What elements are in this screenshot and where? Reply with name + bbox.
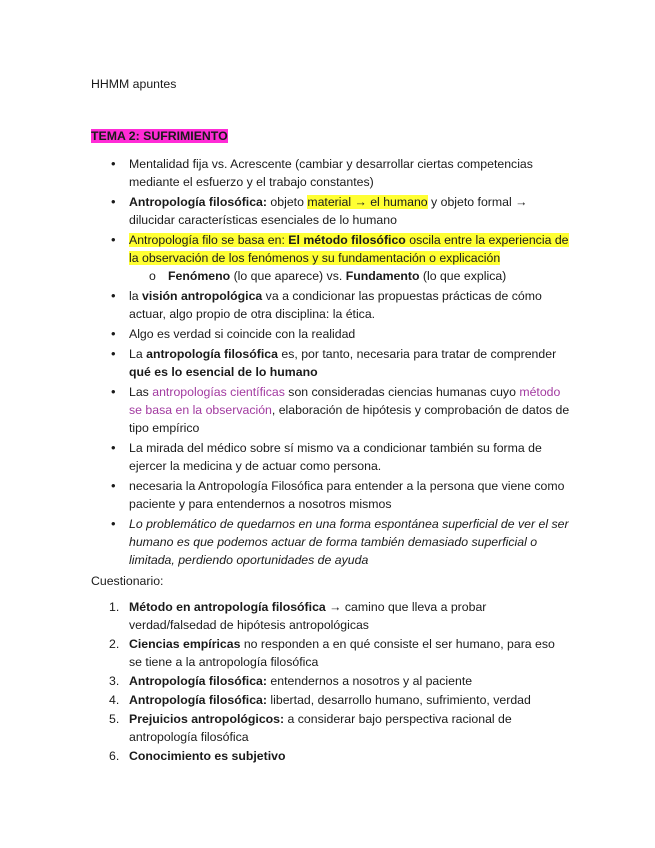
- sub-list-item: [129, 267, 571, 285]
- item-bold: Antropología filosófica:: [129, 693, 267, 707]
- notes-bullet-list: [91, 155, 571, 571]
- section-title: [91, 127, 228, 145]
- item-number: 6.: [109, 749, 120, 763]
- list-item: [91, 155, 571, 191]
- bullet-bold: visión antropológica: [142, 289, 263, 303]
- bullet-bold: Fenómeno: [168, 269, 231, 283]
- purple-text: antropologías científicas: [152, 385, 285, 399]
- list-item: [91, 515, 571, 569]
- bullet-text: objeto: [267, 195, 308, 209]
- bullet-bold: Antropología filosófica:: [129, 195, 267, 209]
- list-item: [91, 193, 571, 229]
- document-title: HHMM apuntes: [91, 77, 177, 91]
- list-item: [91, 345, 571, 381]
- bullet-text: Las: [129, 385, 153, 399]
- bullet-italic-text: Lo problemático de quedarnos en una forma espontánea superficial de ver el ser humano es que podemos actuar de forma también demasiado superficial o limitada, perdiendo oportunidades de ayuda: [129, 517, 569, 567]
- yellow-highlight: [129, 233, 569, 265]
- list-item-highlighted: [91, 231, 571, 285]
- list-item: [91, 598, 571, 634]
- bullet-bold: qué es lo esencial de lo humano: [129, 365, 318, 379]
- item-text: libertad, desarrollo humano, sufrimiento, verdad: [267, 693, 531, 707]
- list-item: [91, 672, 571, 690]
- bullet-text: Mentalidad fija vs. Acrescente (cambiar y desarrollar ciertas competencias mediante el esfuerzo y el trabajo constantes): [129, 157, 533, 189]
- list-item: [91, 383, 571, 437]
- bullet-text: oscila entre la experiencia de la observación de los fenómenos y su fundamentación o explicación: [129, 233, 569, 265]
- item-bold: Conocimiento es subjetivo: [129, 749, 286, 763]
- bullet-text: (lo que aparece) vs.: [230, 269, 346, 283]
- bullet-text: y objeto formal → dilucidar características esenciales de lo humano: [129, 195, 528, 227]
- bullet-text: necesaria la Antropología Filosófica para entender a la persona que viene como paciente y para entendernos a nosotros mismos: [129, 479, 565, 511]
- list-item: [91, 710, 571, 746]
- section-title-highlight: TEMA 2: SUFRIMIENTO: [91, 129, 228, 143]
- bullet-text: va a condicionar las propuestas prácticas de cómo actuar, algo propio de otra disciplina: la ética.: [129, 289, 542, 321]
- item-text: entendernos a nosotros y al paciente: [267, 674, 473, 688]
- cuestionario-list: [91, 598, 571, 766]
- list-item: [91, 439, 571, 475]
- list-item: [91, 477, 571, 513]
- yellow-highlight: material → el humano: [307, 195, 428, 209]
- item-number: 4.: [109, 693, 120, 707]
- bullet-text: Algo es verdad si coincide con la realidad: [129, 327, 356, 341]
- bullet-text: son consideradas ciencias humanas cuyo: [284, 385, 520, 399]
- item-bold: Ciencias empíricas: [129, 637, 241, 651]
- list-item: [91, 635, 571, 671]
- bullet-text: , elaboración de hipótesis y comprobación de datos de tipo empírico: [129, 403, 570, 435]
- item-text: no responden a en qué consiste el ser humano, para eso se tiene a la antropología filosófica: [129, 637, 555, 669]
- item-number: 3.: [109, 674, 120, 688]
- bullet-bold: El método filosófico: [288, 233, 406, 247]
- bullet-text: La mirada del médico sobre sí mismo va a condicionar también su forma de ejercer la medicina y de actuar como persona.: [129, 441, 542, 473]
- list-item: [91, 747, 571, 765]
- bullet-text: Antropología filo se basa en:: [129, 233, 289, 247]
- bullet-text: La: [129, 347, 147, 361]
- bullet-text: la: [129, 289, 142, 303]
- list-item: [91, 691, 571, 709]
- item-text: → camino que lleva a probar verdad/falsedad de hipótesis antropológicas: [129, 600, 487, 632]
- bullet-text: es, por tanto, necesaria para tratar de comprender: [277, 347, 557, 361]
- item-bold: Prejuicios antropológicos:: [129, 712, 285, 726]
- list-item: [91, 287, 571, 323]
- item-number: 2.: [109, 637, 120, 651]
- item-bold: Antropología filosófica:: [129, 674, 267, 688]
- item-number: 1.: [109, 600, 120, 614]
- item-text: a considerar bajo perspectiva racional de antropología filosófica: [129, 712, 512, 744]
- bullet-bold: antropología filosófica: [146, 347, 278, 361]
- bullet-text: (lo que explica): [419, 269, 507, 283]
- cuestionario-label: Cuestionario:: [91, 574, 164, 588]
- list-item: [91, 325, 571, 343]
- item-bold: Método en antropología filosófica: [129, 600, 326, 614]
- item-number: 5.: [109, 712, 120, 726]
- bullet-bold: Fundamento: [345, 269, 420, 283]
- purple-text: método se basa en la observación: [129, 385, 561, 417]
- sub-list: [129, 267, 571, 285]
